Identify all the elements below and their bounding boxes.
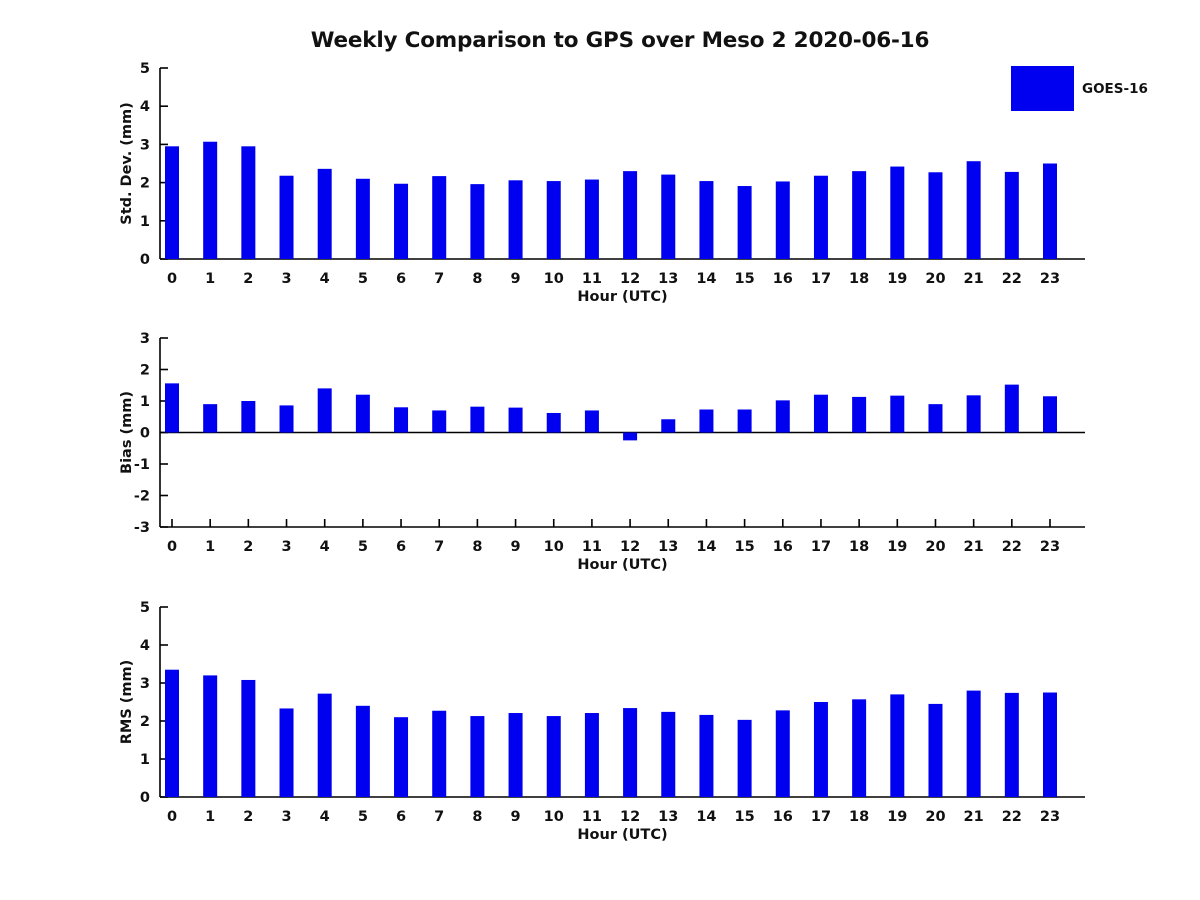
x-tick-label: 21 — [963, 539, 984, 555]
bar — [509, 180, 523, 259]
x-tick-label: 11 — [581, 271, 603, 287]
x-axis-label: Hour (UTC) — [577, 557, 668, 573]
x-tick-label: 8 — [472, 539, 483, 555]
x-tick-label: 7 — [434, 271, 445, 287]
x-tick-label: 14 — [696, 809, 717, 825]
x-tick-label: 5 — [357, 809, 368, 825]
x-tick-label: 6 — [395, 271, 407, 287]
x-axis-label: Hour (UTC) — [577, 289, 668, 305]
bar — [623, 708, 637, 797]
x-tick-label: 14 — [696, 539, 717, 555]
bar — [814, 395, 828, 433]
x-tick-label: 10 — [543, 809, 564, 825]
x-tick-label: 11 — [581, 539, 603, 555]
x-tick-label: 21 — [963, 271, 984, 287]
bar — [318, 388, 332, 432]
x-tick-label: 13 — [658, 539, 679, 555]
bar — [967, 161, 981, 259]
bar — [547, 716, 561, 797]
x-tick-label: 15 — [734, 809, 755, 825]
x-tick-label: 2 — [243, 271, 254, 287]
bar — [585, 713, 599, 797]
bar — [1005, 385, 1019, 433]
y-tick-label: 0 — [139, 790, 150, 806]
x-tick-label: 17 — [810, 539, 832, 555]
legend-label: GOES-16 — [1082, 80, 1148, 97]
bar — [661, 175, 675, 259]
bar — [776, 181, 790, 259]
bar — [967, 691, 981, 797]
x-tick-label: 19 — [887, 271, 908, 287]
x-tick-label: 10 — [543, 539, 564, 555]
x-tick-label: 9 — [510, 271, 521, 287]
bar — [356, 706, 370, 797]
y-axis-label: Std. Dev. (mm) — [119, 102, 135, 225]
bar — [509, 713, 523, 797]
x-tick-label: 4 — [319, 271, 330, 287]
bar — [967, 395, 981, 432]
x-tick-label: 12 — [619, 809, 641, 825]
bar — [318, 694, 332, 797]
x-tick-label: 13 — [658, 809, 679, 825]
x-tick-label: 22 — [1001, 809, 1022, 825]
x-tick-label: 11 — [581, 809, 603, 825]
x-tick-label: 3 — [281, 271, 292, 287]
bar — [318, 169, 332, 259]
x-tick-label: 9 — [510, 539, 521, 555]
bar — [432, 176, 446, 259]
bar — [470, 716, 484, 797]
bar — [852, 171, 866, 259]
y-tick-label: 0 — [139, 425, 150, 442]
x-tick-label: 4 — [319, 539, 330, 555]
x-axis-label: Hour (UTC) — [577, 827, 668, 843]
x-tick-label: 16 — [772, 539, 793, 555]
x-tick-label: 4 — [319, 809, 330, 825]
bar — [432, 410, 446, 432]
bar — [852, 699, 866, 797]
bar — [280, 176, 294, 259]
x-tick-label: 8 — [472, 809, 483, 825]
y-tick-label: 1 — [139, 752, 150, 768]
bar — [814, 702, 828, 797]
bar — [738, 720, 752, 797]
x-tick-label: 12 — [619, 539, 641, 555]
y-tick-label: 1 — [139, 213, 150, 230]
y-axis-label: RMS (mm) — [119, 659, 135, 745]
bar — [776, 400, 790, 432]
x-tick-label: 18 — [849, 539, 870, 555]
x-tick-label: 17 — [810, 809, 832, 825]
x-tick-label: 0 — [166, 539, 178, 555]
x-tick-label: 19 — [887, 809, 908, 825]
bar — [928, 704, 942, 797]
chart-title: Weekly Comparison to GPS over Meso 2 2020-06-16 — [310, 28, 930, 53]
bar — [203, 675, 217, 797]
x-tick-label: 12 — [619, 271, 641, 287]
bar — [738, 410, 752, 433]
y-tick-label: 3 — [139, 331, 150, 347]
x-tick-label: 23 — [1039, 539, 1061, 555]
bar — [661, 712, 675, 797]
bar — [241, 146, 255, 259]
x-tick-label: 1 — [205, 539, 216, 555]
x-tick-label: 7 — [434, 809, 445, 825]
bar — [165, 146, 179, 259]
bar — [1043, 164, 1057, 260]
bar — [1043, 693, 1057, 798]
x-tick-label: 18 — [849, 809, 870, 825]
bar — [928, 404, 942, 432]
x-tick-label: 15 — [734, 539, 755, 555]
x-tick-label: 17 — [810, 271, 832, 287]
bar — [623, 171, 637, 259]
x-tick-label: 15 — [734, 271, 755, 287]
x-tick-label: 2 — [243, 809, 254, 825]
bar — [280, 405, 294, 432]
bar — [509, 408, 523, 433]
bar — [547, 181, 561, 259]
bar — [356, 179, 370, 259]
x-tick-label: 3 — [281, 809, 292, 825]
y-tick-label: 4 — [139, 99, 150, 116]
x-tick-label: 5 — [357, 539, 368, 555]
x-tick-label: 6 — [395, 539, 407, 555]
bar — [241, 680, 255, 797]
x-tick-label: 13 — [658, 271, 679, 287]
x-tick-label: 9 — [510, 809, 521, 825]
bar — [814, 176, 828, 259]
bar — [241, 401, 255, 433]
x-tick-label: 20 — [925, 271, 946, 287]
bar — [890, 167, 904, 259]
x-tick-label: 7 — [434, 539, 445, 555]
bar — [1043, 396, 1057, 432]
bar — [203, 404, 217, 432]
y-tick-label: 4 — [139, 638, 150, 654]
x-tick-label: 23 — [1039, 271, 1061, 287]
bar — [470, 184, 484, 259]
y-tick-label: 3 — [139, 676, 150, 692]
bar — [661, 419, 675, 432]
y-tick-label: 5 — [139, 61, 150, 77]
y-tick-label: 2 — [139, 714, 150, 730]
bar — [585, 180, 599, 259]
x-tick-label: 1 — [205, 271, 216, 287]
x-tick-label: 23 — [1039, 809, 1061, 825]
y-tick-label: -2 — [133, 488, 150, 505]
bar — [165, 383, 179, 432]
bar — [1005, 172, 1019, 259]
bar — [776, 710, 790, 797]
x-tick-label: 0 — [166, 809, 178, 825]
x-tick-label: 22 — [1001, 539, 1022, 555]
x-tick-label: 16 — [772, 809, 793, 825]
bar — [852, 397, 866, 433]
x-tick-label: 0 — [166, 271, 178, 287]
y-tick-label: 0 — [139, 252, 150, 268]
x-tick-label: 16 — [772, 271, 793, 287]
y-tick-label: 2 — [139, 175, 150, 192]
x-tick-label: 20 — [925, 809, 946, 825]
bar — [699, 410, 713, 433]
bar — [699, 181, 713, 259]
bar — [928, 172, 942, 259]
bar — [432, 711, 446, 797]
y-tick-label: 5 — [139, 600, 150, 616]
bar — [547, 413, 561, 433]
bar — [699, 715, 713, 797]
y-tick-label: -1 — [133, 457, 150, 473]
y-tick-label: -3 — [133, 520, 150, 536]
x-tick-label: 3 — [281, 539, 292, 555]
x-tick-label: 6 — [395, 809, 407, 825]
x-tick-label: 19 — [887, 539, 908, 555]
x-tick-label: 22 — [1001, 271, 1022, 287]
bar — [890, 396, 904, 433]
y-tick-label: 3 — [139, 137, 150, 154]
bar — [394, 717, 408, 797]
bar — [623, 433, 637, 441]
x-tick-label: 1 — [205, 809, 216, 825]
bar — [890, 694, 904, 797]
x-tick-label: 10 — [543, 271, 564, 287]
y-tick-label: 1 — [139, 394, 150, 410]
x-tick-label: 8 — [472, 271, 483, 287]
y-tick-label: 2 — [139, 362, 150, 379]
bar — [470, 407, 484, 433]
bar — [356, 395, 370, 433]
bar — [203, 142, 217, 259]
x-tick-label: 2 — [243, 539, 254, 555]
bar — [394, 184, 408, 259]
x-tick-label: 18 — [849, 271, 870, 287]
bar — [165, 670, 179, 797]
x-tick-label: 5 — [357, 271, 368, 287]
x-tick-label: 14 — [696, 271, 717, 287]
bar — [1005, 693, 1019, 797]
bar — [394, 407, 408, 432]
bar — [738, 186, 752, 259]
y-axis-label: Bias (mm) — [119, 391, 135, 474]
bar — [280, 708, 294, 797]
bar — [585, 410, 599, 432]
x-tick-label: 21 — [963, 809, 984, 825]
x-tick-label: 20 — [925, 539, 946, 555]
